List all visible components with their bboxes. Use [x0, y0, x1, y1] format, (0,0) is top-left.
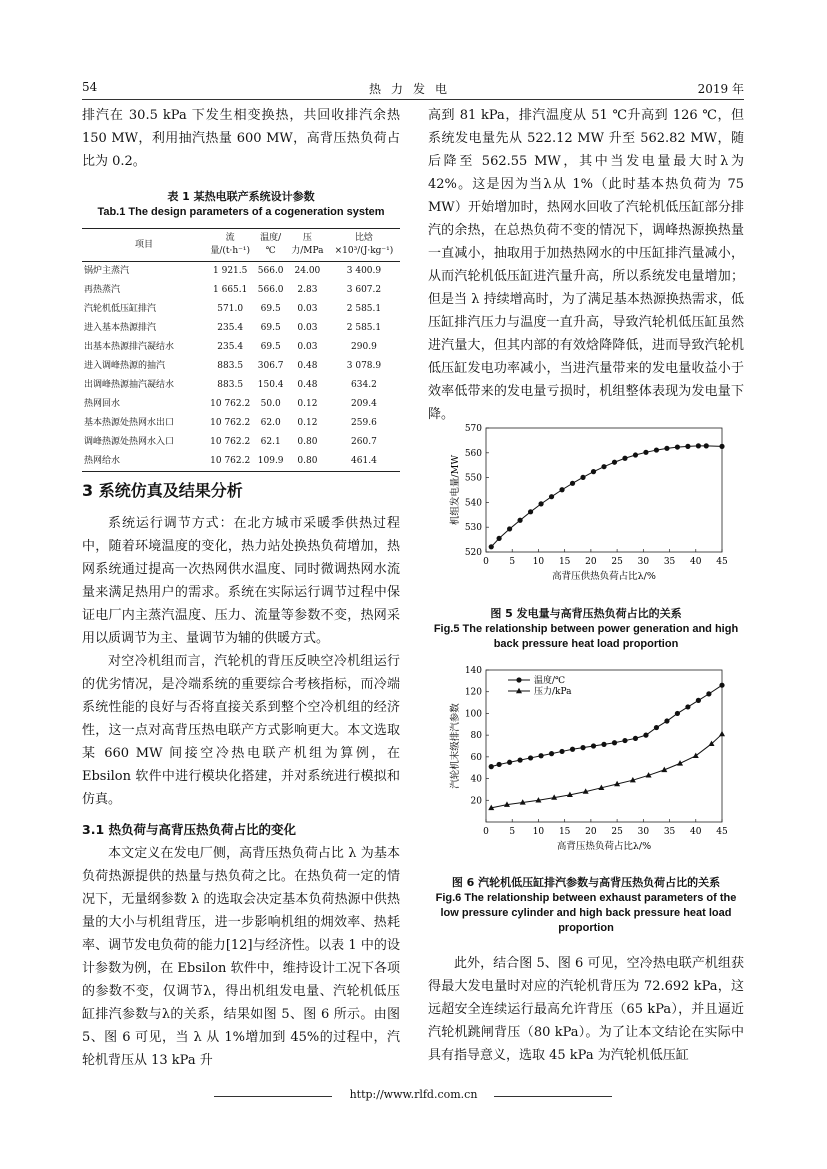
- data-point: [696, 443, 701, 448]
- data-point: [570, 481, 575, 486]
- x-tick-label: 20: [585, 557, 597, 567]
- table-row: [82, 300, 400, 319]
- x-tick-label: 40: [690, 827, 702, 837]
- x-tick-label: 35: [663, 557, 676, 567]
- fig5-caption-cn: 图 5 发电量与高背压热负荷占比的关系: [490, 607, 682, 620]
- table-cell: 1 921.5: [213, 266, 248, 276]
- footer-url[interactable]: http://www.rlfd.com.cn: [349, 1088, 478, 1101]
- data-point: [497, 762, 502, 767]
- table-cell: 10 762.2: [210, 418, 251, 428]
- column-header: 流量/(t·h⁻¹): [210, 233, 251, 256]
- x-tick-label: 0: [483, 827, 489, 837]
- table-row: [82, 433, 400, 452]
- x-tick-label: 10: [532, 827, 545, 837]
- table-cell: 0.03: [297, 323, 318, 333]
- y-tick-label: 40: [470, 774, 482, 785]
- data-point: [719, 444, 724, 449]
- x-tick-label: 0: [483, 557, 489, 567]
- data-point: [517, 758, 522, 763]
- data-point: [528, 509, 533, 514]
- row-label-cell: 进入基本热源排汽: [84, 323, 157, 333]
- y-tick-label: 60: [470, 752, 482, 763]
- subsection-title: 3.1 热负荷与高背压热负荷占比的变化: [82, 822, 296, 837]
- y-tick-label: 550: [464, 473, 482, 484]
- table-row: [82, 357, 400, 376]
- table-cell: 69.5: [260, 304, 281, 314]
- row-label-cell: 热网给水: [84, 456, 121, 466]
- row-label-cell: 热网回水: [84, 399, 121, 409]
- table-cell: 0.12: [297, 418, 318, 428]
- fig5-chart: [428, 418, 744, 598]
- data-point: [612, 740, 617, 745]
- fig5-caption-en: Fig.5 The relationship between power generation and high back pressure heat load proportion: [433, 623, 739, 650]
- data-point: [497, 536, 502, 541]
- y-tick-label: 540: [464, 498, 482, 509]
- fig6-chart: [428, 660, 744, 865]
- year: 2019 年: [697, 82, 744, 96]
- data-point: [664, 718, 669, 723]
- table-cell: 69.5: [260, 323, 281, 333]
- table1-caption-en: Tab.1 The design parameters of a cogeneration system: [97, 206, 385, 218]
- table-cell: 259.6: [351, 418, 377, 428]
- header-rule: [82, 99, 744, 100]
- y-tick-label: 520: [464, 548, 482, 558]
- design-parameters-table: [82, 228, 400, 472]
- x-tick-label: 30: [637, 557, 650, 567]
- table-cell: 0.03: [297, 304, 318, 314]
- row-label-cell: 进入调峰热源的抽汽: [84, 361, 166, 371]
- paragraph: 高到 81 kPa，排汽温度从 51 ℃升高到 126 ℃，但系统发电量先从 522.12 MW 升至 562.82 MW，随后降至 562.55 MW，其中当发电量最大时λ为 42%。这是因为当λ从 1%（此时基本热负荷为 75 MW）开始增加时，热网水回收了汽轮机低压缸部分排汽的余热，在总热负荷不变的情况下，调峰热源换热量一直减小，抽取用于加热热网水的中压缸排汽量减小，从而汽轮机低压缸进汽量升高，所以系统发电量增加；但是当 λ 持续增高时，为了满足基本热源换热需求，低压缸排汽压力与温度一直升高，导致汽轮机低压缸虽然进汽量大，但其内部的有效焓降降低，进而导致汽轮机低压缸发电功率减小，当进汽量带来的发电量收益小于效率低带来的发电量亏损时，机组整体表现为发电量下降。: [428, 108, 744, 422]
- table-cell: 1 665.1: [213, 285, 248, 295]
- y-tick-label: 530: [464, 523, 482, 534]
- data-point: [517, 518, 522, 523]
- data-point: [675, 711, 680, 716]
- x-tick-label: 15: [558, 557, 571, 567]
- table-cell: 3 607.2: [346, 285, 382, 295]
- data-point: [549, 751, 554, 756]
- table-cell: 306.7: [257, 361, 284, 371]
- x-axis-label: 高背压热负荷占比λ/%: [556, 841, 652, 852]
- table-cell: 69.5: [260, 342, 281, 352]
- table-cell: 235.4: [217, 323, 244, 333]
- row-label-cell: 锅炉主蒸汽: [84, 266, 130, 276]
- table-cell: 571.0: [217, 304, 244, 314]
- page-number: 54: [82, 80, 98, 94]
- x-tick-label: 25: [611, 557, 623, 567]
- fig6-caption-cn: 图 6 汽轮机低压缸排汽参数与高背压热负荷占比的关系: [451, 876, 721, 889]
- x-tick-label: 40: [690, 557, 702, 567]
- table-cell: 0.48: [297, 361, 318, 371]
- data-point: [704, 443, 709, 448]
- table-cell: 62.1: [260, 437, 281, 447]
- paragraph: 系统运行调节方式：在北方城市采暖季供热过程中，随着环境温度的变化，热力站处换热负荷增加，热网系统通过提高一次热网供水温度、同时微调热网水流量来满足热用户的需求。系统在实际运行调节过程中保证电厂内主蒸汽温度、压力、流量等参数不变，热网采用以质调节为主、量调节为辅的供暖方式。: [82, 516, 400, 646]
- data-point: [591, 469, 596, 474]
- fig6-caption-en: Fig.6 The relationship between exhaust parameters of the low pressure cylinder and high back pressure heat load proportion: [435, 892, 737, 934]
- series-line: [491, 734, 722, 808]
- column-header: 压力/MPa: [291, 233, 324, 256]
- table-cell: 10 762.2: [210, 456, 251, 466]
- table-cell: 883.5: [217, 361, 244, 371]
- data-point: [528, 755, 533, 760]
- table-cell: 109.9: [257, 456, 284, 466]
- x-tick-label: 30: [637, 827, 650, 837]
- table-cell: 10 762.2: [210, 437, 251, 447]
- data-point: [664, 446, 669, 451]
- legend-label: 压力/kPa: [534, 687, 572, 697]
- y-tick-label: 80: [470, 731, 482, 742]
- x-tick-label: 10: [532, 557, 545, 567]
- table-cell: 260.7: [351, 437, 377, 447]
- data-point: [633, 452, 638, 457]
- table-row: [82, 376, 400, 395]
- data-point: [559, 487, 564, 492]
- x-tick-label: 45: [716, 827, 728, 837]
- data-point: [622, 738, 627, 743]
- table-cell: 2 585.1: [346, 323, 382, 333]
- table-row: [82, 338, 400, 357]
- y-axis-label: 机组发电量/MW: [450, 454, 461, 526]
- legend-label: 温度/℃: [534, 676, 566, 686]
- table-cell: 62.0: [260, 418, 281, 428]
- journal-title: 热力发电: [368, 82, 457, 96]
- paragraph: 对空冷机组而言，汽轮机的背压反映空冷机组运行的优劣情况，是冷端系统的重要综合考核指标，而冷端系统性能的良好与否将直接关系到整个空冷机组的经济性，这一点对高背压热电联产方式影响更大。本文选取某 660 MW 间接空冷热电联产机组为算例，在 Ebsilon 软件中进行模块化搭建，并对系统进行模拟和仿真。: [82, 654, 400, 807]
- data-point: [693, 753, 699, 758]
- body-text-right: [428, 104, 744, 426]
- table-cell: 3 078.9: [346, 361, 382, 371]
- x-tick-label: 25: [611, 827, 623, 837]
- series-line: [491, 446, 722, 547]
- table-cell: 566.0: [257, 285, 284, 295]
- data-point: [601, 742, 606, 747]
- data-point: [685, 704, 690, 709]
- row-label-cell: 出调峰热源抽汽凝结水: [84, 380, 175, 390]
- data-point: [549, 494, 554, 499]
- data-point: [489, 544, 494, 549]
- y-axis-label: 汽轮机末级排汽参数: [450, 703, 461, 789]
- series-line: [491, 685, 722, 766]
- table-row: [82, 319, 400, 338]
- table-cell: 24.00: [294, 266, 321, 276]
- x-tick-label: 35: [663, 827, 676, 837]
- x-tick-label: 5: [509, 557, 516, 567]
- data-point: [489, 764, 494, 769]
- paragraph: 本文定义在发电厂侧，高背压热负荷占比 λ 为基本负荷热源提供的热量与热负荷之比。在热负荷一定的情况下，无量纲参数 λ 的选取会决定基本负荷热源中供热量的大小与机组背压，进一步影响机组的㶲效率、热耗率、调节发电负荷的能力[12]与经济性。以表 1 中的设计参数为例，在 Ebsilon 软件中，维持设计工况下各项的参数不变，仅调节λ，得出机组发电量、汽轮机低压缸排汽参数与λ的关系，结果如图 5、图 6 所示。由图 5、图 6 可见，当 λ 从 1%增加到 45%的过程中，汽轮机背压从 13 kPa 升: [82, 846, 400, 1068]
- data-point: [654, 447, 659, 452]
- data-point: [643, 450, 648, 455]
- data-point: [601, 464, 606, 469]
- running-header: [82, 80, 744, 100]
- data-point: [696, 698, 701, 703]
- table-cell: 0.03: [297, 342, 318, 352]
- table-cell: 235.4: [217, 342, 244, 352]
- table-cell: 2.83: [297, 285, 318, 295]
- data-point: [507, 526, 512, 531]
- table-cell: 0.80: [297, 437, 318, 447]
- y-tick-label: 570: [464, 424, 482, 434]
- data-point: [538, 753, 543, 758]
- x-tick-label: 20: [585, 827, 597, 837]
- footer-rule-right: [494, 1096, 612, 1097]
- section-title: 3 系统仿真及结果分析: [82, 481, 243, 500]
- table-cell: 0.80: [297, 456, 318, 466]
- data-point: [719, 683, 724, 688]
- table-header-row: [82, 229, 400, 262]
- data-point: [559, 749, 564, 754]
- table-cell: 10 762.2: [210, 399, 251, 409]
- table-row: [82, 281, 400, 300]
- table-cell: 0.48: [297, 380, 318, 390]
- data-point: [570, 747, 575, 752]
- data-point: [622, 456, 627, 461]
- y-tick-label: 140: [464, 666, 482, 676]
- body-text-left-2: [82, 842, 400, 1072]
- x-axis-label: 高背压供热负荷占比λ/%: [552, 571, 656, 582]
- row-label-cell: 出基本热源排汽凝结水: [84, 342, 175, 352]
- row-label-cell: 调峰热源处热网水入口: [84, 437, 175, 447]
- paragraph: 此外，结合图 5、图 6 可见，空冷热电联产机组获得最大发电量时对应的汽轮机背压为 72.692 kPa，这远超安全连续运行最高允许背压（65 kPa），并且逼近汽轮机跳闸背压（80 kPa）。为了让本文结论在实际中具有指导意义，选取 45 kPa 为汽轮机低压缸: [428, 956, 744, 1063]
- x-tick-label: 45: [716, 557, 728, 567]
- data-point: [719, 731, 725, 736]
- table-cell: 2 585.1: [346, 304, 382, 314]
- y-tick-label: 560: [464, 448, 482, 459]
- table-cell: 0.12: [297, 399, 318, 409]
- table-row: [82, 395, 400, 414]
- data-point: [591, 743, 596, 748]
- x-tick-label: 15: [558, 827, 571, 837]
- table-row: [82, 262, 400, 282]
- data-point: [685, 444, 690, 449]
- table1-caption-cn: 表 1 某热电联产系统设计参数: [167, 190, 315, 203]
- data-point: [633, 736, 638, 741]
- row-label-cell: 再热蒸汽: [84, 285, 121, 295]
- table-cell: 50.0: [260, 399, 281, 409]
- data-point: [507, 760, 512, 765]
- table-row: [82, 452, 400, 472]
- body-text-right-2: [428, 952, 744, 1067]
- data-point: [538, 501, 543, 506]
- y-tick-label: 100: [464, 709, 482, 720]
- column-header: 温度/℃: [260, 233, 282, 256]
- y-tick-label: 120: [464, 687, 482, 698]
- table-cell: 883.5: [217, 380, 244, 390]
- table-cell: 566.0: [257, 266, 284, 276]
- table-cell: 461.4: [351, 456, 377, 466]
- table-cell: 209.4: [351, 399, 377, 409]
- column-header: 项目: [134, 239, 153, 250]
- row-label-cell: 基本热源处热网水出口: [84, 418, 175, 428]
- body-text-left: [82, 512, 400, 811]
- table-cell: 290.9: [351, 342, 377, 352]
- intro-paragraph: 排汽在 30.5 kPa 下发生相变换热，共回收排汽余热 150 MW，利用抽汽热量 600 MW，高背压热负荷占比为 0.2。: [82, 108, 400, 169]
- data-point: [580, 745, 585, 750]
- table-cell: 150.4: [257, 380, 284, 390]
- data-point: [706, 691, 711, 696]
- legend-marker: [516, 677, 521, 682]
- data-point: [612, 460, 617, 465]
- y-tick-label: 20: [470, 796, 482, 807]
- data-point: [675, 444, 680, 449]
- data-point: [654, 725, 659, 730]
- table-row: [82, 414, 400, 433]
- x-tick-label: 5: [509, 827, 516, 837]
- table-cell: 3 400.9: [346, 266, 382, 276]
- row-label-cell: 汽轮机低压缸排汽: [84, 304, 157, 314]
- column-header: 比焓×10³/(J·kg⁻¹): [334, 233, 394, 256]
- data-point: [643, 733, 648, 738]
- data-point: [580, 475, 585, 480]
- table-cell: 634.2: [351, 380, 377, 390]
